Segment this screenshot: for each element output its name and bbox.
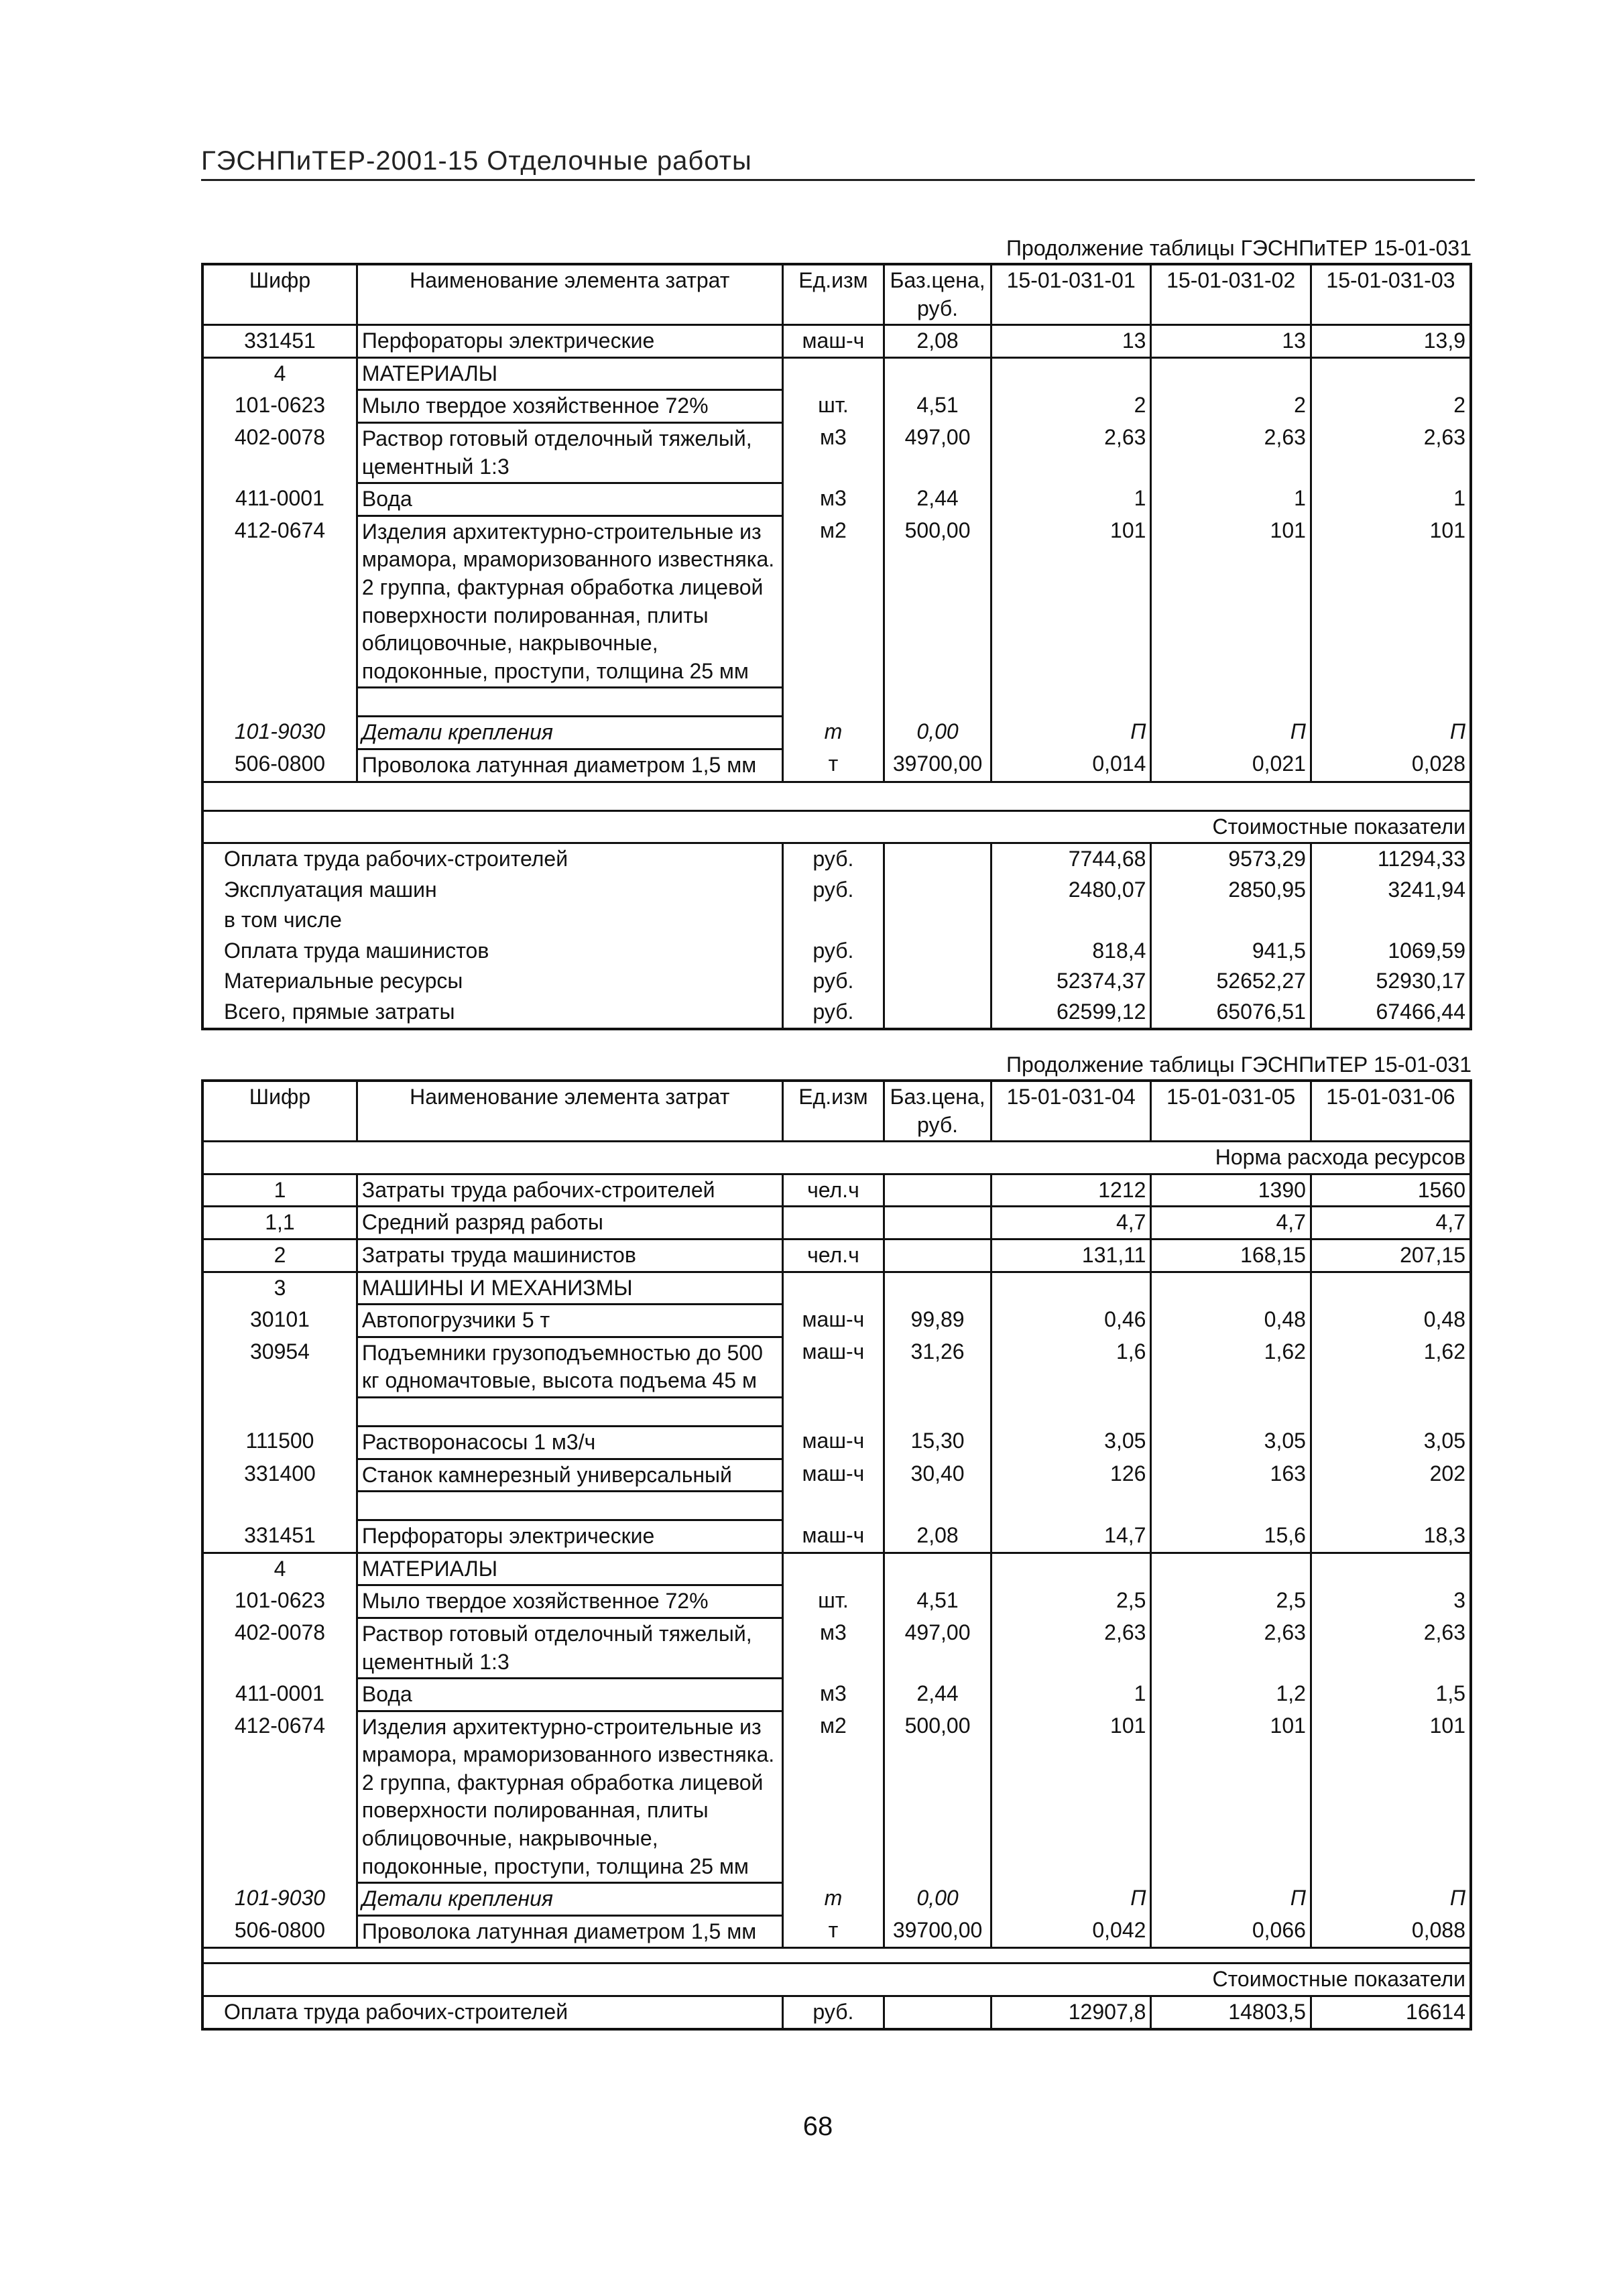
row-name: Изделия архитектурно-строительные из мрамора, мраморизованного известняка. 2 группа, фактурная обработка лицевой поверхности полированная, плиты облицовочные, накрывочные, подоконные, проступи, толщина 25 мм: [357, 1711, 782, 1883]
cost-value-1: 7744,68: [991, 843, 1151, 875]
cost-value-2: 941,5: [1151, 936, 1311, 967]
cost-row: [202, 997, 1471, 1029]
section-title: МАТЕРИАЛЫ: [357, 1553, 782, 1585]
row-unit: чел.ч: [782, 1174, 884, 1207]
row-price: 497,00: [884, 1618, 991, 1678]
row-value-2: 0,48: [1151, 1305, 1311, 1337]
row-value-3: 202: [1429, 1461, 1465, 1486]
row-code: 506-0800: [234, 1918, 326, 1943]
cost-value-3: 3241,94: [1388, 877, 1465, 902]
row-value-1: П: [991, 1883, 1151, 1916]
row-price: 497,00: [884, 422, 991, 483]
row-code: 402-0078: [234, 1620, 326, 1645]
row-unit: чел.ч: [782, 1239, 884, 1272]
row-code: 331400: [244, 1461, 316, 1486]
table-row: [202, 1426, 1471, 1459]
row-value-3: 101: [1429, 518, 1465, 543]
cost-value-2: 52652,27: [1151, 966, 1311, 997]
col-unit-header: Ед.изм: [782, 264, 884, 325]
row-value-2: 2,63: [1151, 422, 1311, 483]
col-code-05: 15-01-031-05: [1151, 1081, 1311, 1142]
col-code-header: Шифр: [202, 264, 357, 325]
cost-value-3: 52930,17: [1376, 969, 1465, 993]
row-value-2: П: [1151, 1883, 1311, 1916]
row-code: 402-0078: [234, 425, 326, 450]
table-row: [202, 1618, 1471, 1678]
row-name: Проволока латунная диаметром 1,5 мм: [357, 1915, 782, 1948]
col-code-03: 15-01-031-03: [1326, 268, 1455, 292]
row-value-1: 3,05: [991, 1426, 1151, 1459]
row-code: 30954: [249, 1339, 310, 1364]
table-row: [202, 717, 1471, 749]
col-code-01: 15-01-031-01: [991, 264, 1151, 325]
row-value-3: 4,7: [1435, 1210, 1465, 1235]
cost-label: Оплата труда рабочих-строителей: [202, 1996, 782, 2029]
cost-value-2: 14803,5: [1151, 1996, 1311, 2029]
section-title: МАШИНЫ И МЕХАНИЗМЫ: [357, 1272, 782, 1305]
cost-row: [202, 1996, 1471, 2029]
norm-header-row: [202, 1142, 1471, 1174]
table-row: [202, 1520, 1471, 1553]
cost-value-1: 12907,8: [991, 1996, 1151, 2029]
row-value-3: 2: [1453, 392, 1465, 417]
table-row: [202, 1711, 1471, 1883]
cost-value-1: 818,4: [991, 936, 1151, 967]
cost-label: Всего, прямые затраты: [202, 997, 782, 1029]
row-value-3: 13,9: [1423, 328, 1465, 353]
cost-unit: руб.: [782, 997, 884, 1029]
row-value-2: 1,62: [1151, 1337, 1311, 1397]
cost-value-1: 52374,37: [991, 966, 1151, 997]
table-row: [202, 1174, 1471, 1207]
row-value-1: 0,014: [991, 749, 1151, 782]
col-code-02: 15-01-031-02: [1151, 264, 1311, 325]
row-value-1: 13: [991, 325, 1151, 358]
row-value-1: 1: [991, 483, 1151, 516]
table-row: [202, 1459, 1471, 1492]
row-unit: м3: [782, 422, 884, 483]
row-code: 101-9030: [234, 719, 326, 743]
row-code: 331451: [202, 325, 357, 358]
cost-row: [202, 843, 1471, 875]
cost-label: Материальные ресурсы: [202, 966, 782, 997]
col-name-header: Наименование элемента затрат: [357, 264, 782, 325]
row-value-3: 18,3: [1423, 1522, 1465, 1547]
row-value-1: 2,63: [991, 1618, 1151, 1678]
row-name: Вода: [357, 1679, 782, 1711]
row-value-2: 101: [1151, 1711, 1311, 1883]
row-value-3: 2,63: [1423, 425, 1465, 450]
row-value-3: П: [1449, 1885, 1465, 1910]
row-unit: м2: [782, 1711, 884, 1883]
row-price: 2,44: [884, 1679, 991, 1711]
row-value-2: П: [1151, 717, 1311, 749]
row-unit: маш-ч: [782, 1520, 884, 1553]
row-price: 0,00: [884, 1883, 991, 1916]
row-price: [884, 1239, 991, 1272]
col-unit-header: Ед.изм: [782, 1081, 884, 1142]
row-code: 2: [202, 1239, 357, 1272]
cost-unit: руб.: [782, 966, 884, 997]
table-row: [202, 1272, 1471, 1305]
cost-header-row: [202, 810, 1471, 843]
cost-header-row: [202, 1963, 1471, 1996]
row-value-2: 1390: [1151, 1174, 1311, 1207]
cost-value-3: 67466,44: [1376, 1000, 1465, 1024]
row-code: 4: [274, 361, 286, 385]
row-value-1: 126: [991, 1459, 1151, 1492]
row-price: [884, 1207, 991, 1240]
row-value-1: 2,63: [991, 422, 1151, 483]
cost-value-3: 1069,59: [1388, 938, 1465, 963]
col-price-header: Баз.цена, руб.: [884, 264, 991, 325]
table-row: [202, 1239, 1471, 1272]
cost-value-2: 2850,95: [1151, 875, 1311, 906]
row-value-3: 207,15: [1400, 1242, 1465, 1267]
row-name: Мыло твердое хозяйственное 72%: [357, 1585, 782, 1618]
cost-row: [202, 905, 1471, 936]
row-value-1: 2,5: [991, 1585, 1151, 1618]
row-price: 500,00: [884, 516, 991, 688]
cost-value-2: 65076,51: [1151, 997, 1311, 1029]
cost-header: Стоимостные показатели: [1212, 814, 1465, 839]
row-value-1: 101: [991, 516, 1151, 688]
row-value-2: 3,05: [1151, 1426, 1311, 1459]
row-value-3: 1: [1453, 485, 1465, 510]
cost-row: [202, 936, 1471, 967]
row-value-2: 2,63: [1151, 1618, 1311, 1678]
row-value-2: 15,6: [1151, 1520, 1311, 1553]
row-value-3: 1560: [1417, 1177, 1465, 1202]
table-row: [202, 1585, 1471, 1618]
cost-row: [202, 875, 1471, 906]
cost-label: Эксплуатация машин: [202, 875, 782, 906]
table-row: [202, 357, 1471, 390]
row-name: Изделия архитектурно-строительные из мрамора, мраморизованного известняка. 2 группа, фактурная обработка лицевой поверхности полированная, плиты облицовочные, накрывочные, подоконные, проступи, толщина 25 мм: [357, 516, 782, 688]
cost-value-3: 11294,33: [1377, 847, 1465, 871]
row-name: Автопогрузчики 5 т: [357, 1305, 782, 1337]
row-price: 39700,00: [884, 1915, 991, 1948]
table-caption-1: Продолжение таблицы ГЭСНПиТЕР 15-01-031: [1006, 236, 1471, 260]
table-row: [202, 325, 1471, 358]
cost-label: Оплата труда рабочих-строителей: [202, 843, 782, 875]
row-name: Средний разряд работы: [357, 1207, 782, 1240]
cost-label: в том числе: [202, 905, 782, 936]
row-code: 331451: [244, 1522, 316, 1547]
row-unit: т: [782, 1883, 884, 1916]
cost-unit: руб.: [782, 875, 884, 906]
row-unit: т: [782, 749, 884, 782]
row-code: 412-0674: [234, 1713, 326, 1738]
row-price: 4,51: [884, 390, 991, 423]
row-price: 2,08: [884, 325, 991, 358]
cost-value-1: 2480,07: [991, 875, 1151, 906]
row-value-1: 14,7: [991, 1520, 1151, 1553]
row-value-2: 1: [1151, 483, 1311, 516]
row-name: Раствор готовый отделочный тяжелый, цементный 1:3: [357, 1618, 782, 1678]
section-title: МАТЕРИАЛЫ: [357, 357, 782, 390]
row-code: 1: [202, 1174, 357, 1207]
row-name: Перфораторы электрические: [357, 1520, 782, 1553]
row-price: 39700,00: [884, 749, 991, 782]
row-value-3: 101: [1429, 1713, 1465, 1738]
row-price: 2,08: [884, 1520, 991, 1553]
row-value-1: П: [991, 717, 1151, 749]
row-unit: маш-ч: [782, 1459, 884, 1492]
row-price: [884, 1174, 991, 1207]
row-name: Раствор готовый отделочный тяжелый, цементный 1:3: [357, 422, 782, 483]
row-value-2: 163: [1151, 1459, 1311, 1492]
table-row: [202, 1679, 1471, 1711]
row-value-2: 1,2: [1151, 1679, 1311, 1711]
table-row: [202, 390, 1471, 423]
row-code: 4: [202, 1553, 357, 1585]
table-row: [202, 1337, 1471, 1397]
row-unit: т: [782, 717, 884, 749]
row-value-2: 0,021: [1151, 749, 1311, 782]
col-price-header: Баз.цена, руб.: [884, 1081, 991, 1142]
row-price: 31,26: [884, 1337, 991, 1397]
row-value-2: 4,7: [1151, 1207, 1311, 1240]
cost-row: [202, 966, 1471, 997]
row-value-2: 13: [1151, 325, 1311, 358]
cost-unit: руб.: [782, 1996, 884, 2029]
row-code: 101-0623: [234, 392, 326, 417]
table-row: [202, 1883, 1471, 1916]
col-code-header: Шифр: [202, 1081, 357, 1142]
row-code: 412-0674: [234, 518, 326, 543]
row-price: 500,00: [884, 1711, 991, 1883]
row-value-3: 0,028: [1411, 751, 1465, 776]
row-unit: маш-ч: [782, 325, 884, 358]
row-value-1: 2: [991, 390, 1151, 423]
table-row: [202, 1553, 1471, 1585]
row-unit: м3: [782, 1679, 884, 1711]
row-name: Подъемники грузоподъемностью до 500 кг одномачтовые, высота подъема 45 м: [357, 1337, 782, 1397]
page-header: ГЭСНПиТЕР-2001-15 Отделочные работы: [201, 146, 1475, 181]
row-price: 99,89: [884, 1305, 991, 1337]
row-name: Затраты труда рабочих-строителей: [357, 1174, 782, 1207]
row-code: 411-0001: [235, 485, 324, 510]
row-code: 101-0623: [234, 1587, 326, 1612]
resource-table-2: [201, 1079, 1472, 2031]
row-value-2: 168,15: [1151, 1239, 1311, 1272]
row-value-3: 2,63: [1423, 1620, 1465, 1645]
row-value-3: П: [1449, 719, 1465, 743]
norm-header: Норма расхода ресурсов: [1215, 1145, 1465, 1170]
row-value-2: 2: [1151, 390, 1311, 423]
row-unit: маш-ч: [782, 1426, 884, 1459]
row-price: 15,30: [884, 1426, 991, 1459]
row-value-2: 2,5: [1151, 1585, 1311, 1618]
cost-value-3: 16614: [1406, 2000, 1465, 2025]
row-name: Перфораторы электрические: [357, 325, 782, 358]
cost-unit: руб.: [782, 936, 884, 967]
row-unit: [782, 1207, 884, 1240]
cost-header: Стоимостные показатели: [1212, 1967, 1465, 1992]
row-name: Мыло твердое хозяйственное 72%: [357, 390, 782, 423]
col-name-header: Наименование элемента затрат: [357, 1081, 782, 1142]
row-value-1: 0,042: [991, 1915, 1151, 1948]
row-value-1: 1: [991, 1679, 1151, 1711]
row-code: 30101: [249, 1307, 310, 1331]
row-code: 111500: [245, 1429, 314, 1453]
row-code: 3: [274, 1275, 286, 1300]
table-caption-2: Продолжение таблицы ГЭСНПиТЕР 15-01-031: [1006, 1052, 1471, 1077]
row-name: Вода: [357, 483, 782, 516]
row-value-1: 131,11: [991, 1239, 1151, 1272]
row-price: 4,51: [884, 1585, 991, 1618]
row-unit: м3: [782, 1618, 884, 1678]
table-row: [202, 422, 1471, 483]
row-value-1: 101: [991, 1711, 1151, 1883]
row-price: 30,40: [884, 1459, 991, 1492]
row-value-1: 0,46: [991, 1305, 1151, 1337]
row-price: 2,44: [884, 483, 991, 516]
row-value-1: 1,6: [991, 1337, 1151, 1397]
table-row: [202, 1207, 1471, 1240]
table-row: [202, 516, 1471, 688]
table-row: [202, 749, 1471, 782]
row-value-3: 1,62: [1423, 1339, 1465, 1364]
cost-value-2: 9573,29: [1151, 843, 1311, 875]
row-value-3: 0,48: [1423, 1307, 1465, 1331]
row-unit: м3: [782, 483, 884, 516]
row-name: Затраты труда машинистов: [357, 1239, 782, 1272]
row-unit: маш-ч: [782, 1305, 884, 1337]
row-value-2: 101: [1151, 516, 1311, 688]
row-name: Детали крепления: [357, 717, 782, 749]
row-code: 506-0800: [234, 751, 326, 776]
row-value-3: 1,5: [1435, 1681, 1465, 1705]
row-unit: шт.: [782, 1585, 884, 1618]
cost-label: Оплата труда машинистов: [202, 936, 782, 967]
row-unit: маш-ч: [782, 1337, 884, 1397]
col-code-04: 15-01-031-04: [991, 1081, 1151, 1142]
row-name: Проволока латунная диаметром 1,5 мм: [357, 749, 782, 782]
cost-unit: руб.: [782, 843, 884, 875]
row-name: Станок камнерезный универсальный: [357, 1459, 782, 1492]
table-row: [202, 1915, 1471, 1948]
row-value-3: 0,088: [1411, 1918, 1465, 1943]
row-name: Детали крепления: [357, 1883, 782, 1916]
cost-value-1: 62599,12: [991, 997, 1151, 1029]
row-name: Растворонасосы 1 м3/ч: [357, 1426, 782, 1459]
row-value-3: 3,05: [1423, 1429, 1465, 1453]
row-value-2: 0,066: [1151, 1915, 1311, 1948]
table-row: [202, 1305, 1471, 1337]
row-unit: т: [782, 1915, 884, 1948]
row-value-1: 4,7: [991, 1207, 1151, 1240]
row-code: 101-9030: [234, 1885, 326, 1910]
table-row: [202, 483, 1471, 516]
page-number: 68: [802, 2112, 833, 2141]
col-code-06: 15-01-031-06: [1326, 1085, 1455, 1109]
row-code: 1,1: [202, 1207, 357, 1240]
row-value-1: 1212: [991, 1174, 1151, 1207]
resource-table-1: [201, 263, 1472, 1030]
row-unit: м2: [782, 516, 884, 688]
row-code: 411-0001: [235, 1681, 324, 1705]
row-price: 0,00: [884, 717, 991, 749]
row-unit: шт.: [782, 390, 884, 423]
row-value-3: 3: [1453, 1587, 1465, 1612]
